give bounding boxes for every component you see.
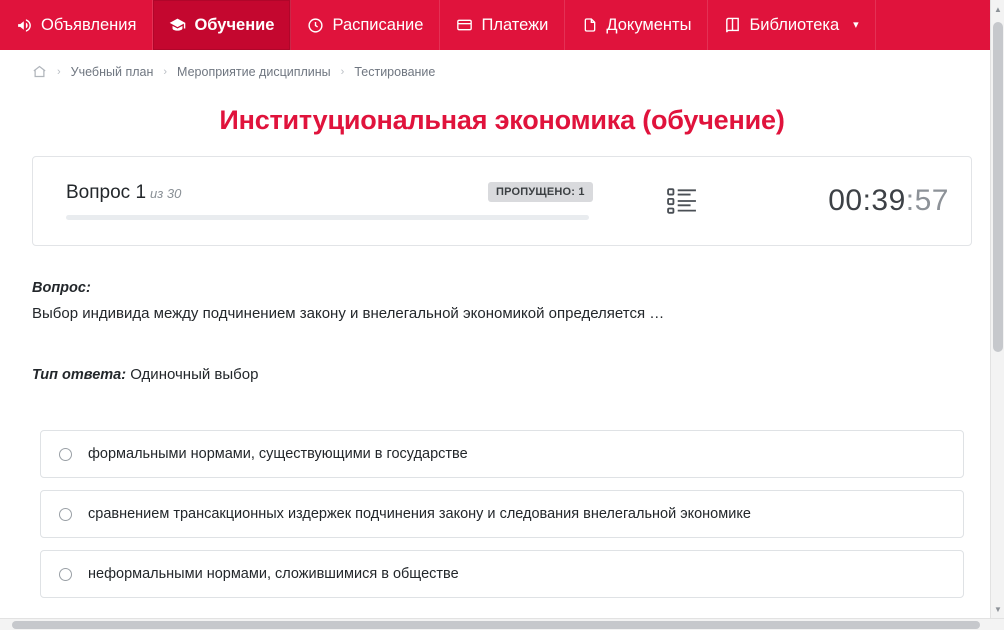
breadcrumb-separator: › bbox=[163, 65, 168, 78]
horizontal-scrollbar[interactable] bbox=[0, 618, 1004, 630]
breadcrumb bbox=[0, 50, 1004, 89]
question-number-label: Вопрос 1 bbox=[66, 182, 147, 203]
question-list-icon[interactable] bbox=[667, 187, 697, 215]
answer-option[interactable] bbox=[40, 550, 964, 598]
nav-item-payments[interactable] bbox=[440, 0, 565, 50]
chevron-down-icon: ▾ bbox=[853, 18, 859, 31]
nav-item-label: Документы bbox=[606, 15, 692, 34]
document-icon bbox=[581, 17, 598, 34]
status-badge: ПРОПУЩЕНО: 1 bbox=[488, 182, 593, 202]
clock-icon bbox=[307, 17, 324, 34]
question-header-card bbox=[32, 156, 972, 246]
nav-item-library[interactable] bbox=[708, 0, 875, 50]
nav-item-schedule[interactable] bbox=[291, 0, 440, 50]
graduation-cap-icon bbox=[169, 17, 186, 34]
nav-item-label: Объявления bbox=[41, 15, 137, 34]
scroll-down-icon[interactable]: ▼ bbox=[994, 604, 1002, 614]
nav-item-label: Обучение bbox=[194, 15, 275, 34]
breadcrumb-separator: › bbox=[57, 65, 61, 78]
nav-item-label: Платежи bbox=[481, 15, 549, 34]
answer-type-row bbox=[32, 366, 972, 383]
answer-option-label: неформальными нормами, сложившимися в обществе bbox=[88, 566, 459, 582]
question-total-label: из 30 bbox=[150, 186, 182, 201]
breadcrumb-item-discipline-event[interactable]: Мероприятие дисциплины bbox=[177, 64, 331, 79]
vertical-scrollbar-thumb[interactable] bbox=[993, 22, 1003, 352]
vertical-scrollbar[interactable] bbox=[990, 0, 1004, 618]
radio-button-icon[interactable] bbox=[59, 508, 72, 521]
scroll-up-icon[interactable]: ▲ bbox=[994, 4, 1002, 14]
answer-type-label: Тип ответа: bbox=[32, 367, 127, 383]
question-body bbox=[0, 246, 1004, 383]
timer-minutes: 00:39 bbox=[828, 184, 906, 217]
answer-option[interactable] bbox=[40, 490, 964, 538]
answer-type-value: Одиночный выбор bbox=[130, 366, 259, 383]
nav-item-announcements[interactable] bbox=[0, 0, 153, 50]
nav-item-label: Расписание bbox=[332, 15, 424, 34]
timer-seconds: :57 bbox=[905, 184, 949, 217]
radio-button-icon[interactable] bbox=[59, 448, 72, 461]
answer-option-label: сравнением трансакционных издержек подчинения закону и следования внелегальной экономике bbox=[88, 506, 751, 522]
main-navigation bbox=[0, 0, 1000, 50]
breadcrumb-item-testing: Тестирование bbox=[354, 64, 436, 79]
horizontal-scrollbar-thumb[interactable] bbox=[12, 621, 980, 629]
page-title: Институциональная экономика (обучение) bbox=[219, 105, 785, 135]
credit-card-icon bbox=[456, 17, 473, 34]
nav-item-education[interactable] bbox=[153, 0, 291, 50]
radio-button-icon[interactable] bbox=[59, 568, 72, 581]
megaphone-icon bbox=[16, 17, 33, 34]
nav-item-label: Библиотека bbox=[749, 15, 840, 34]
answer-option-label: формальными нормами, существующими в государстве bbox=[88, 446, 468, 462]
breadcrumb-separator: › bbox=[340, 65, 345, 78]
progress-bar bbox=[66, 215, 589, 220]
answer-options bbox=[40, 430, 964, 598]
question-text: Выбор индивида между подчинением закону и внелегальной экономикой определяется … bbox=[32, 305, 665, 322]
question-label: Вопрос: bbox=[32, 280, 91, 296]
home-icon[interactable] bbox=[32, 64, 47, 79]
book-icon bbox=[724, 17, 741, 34]
nav-item-documents[interactable] bbox=[565, 0, 708, 50]
timer bbox=[771, 184, 971, 218]
breadcrumb-item-curriculum[interactable]: Учебный план bbox=[70, 64, 154, 79]
question-progress-section bbox=[33, 182, 593, 220]
answer-option[interactable] bbox=[40, 430, 964, 478]
question-list-toggle[interactable] bbox=[593, 187, 771, 215]
